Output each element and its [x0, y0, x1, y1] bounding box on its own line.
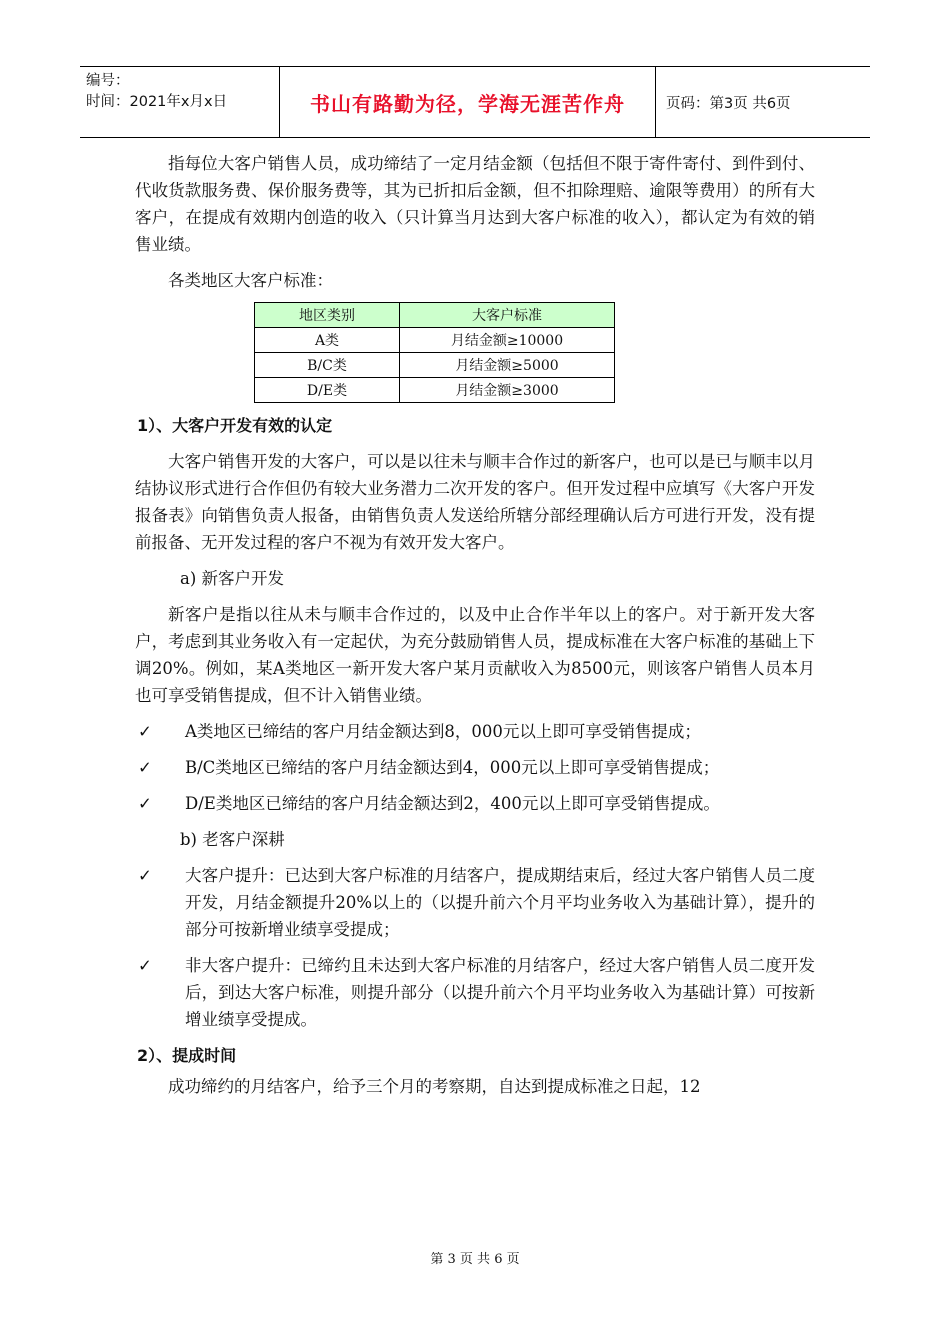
- table-row: [255, 328, 615, 353]
- check-mark-icon: ✓: [138, 866, 152, 885]
- table-cell: D/E类: [255, 378, 400, 403]
- list-item-text: D/E类地区已缔结的客户月结金额达到2，400元以上即可享受销售提成。: [185, 794, 720, 813]
- date-label: 时间：2021年x月x日: [86, 94, 228, 110]
- standards-table: [254, 302, 615, 403]
- table-header-cell: 地区类别: [255, 303, 400, 328]
- code-label: 编号：: [86, 73, 130, 89]
- intro-paragraph: 指每位大客户销售人员，成功缔结了一定月结金额（包括但不限于寄件寄付、到件到付、代收货款服务费、保价服务费等，其为已折扣后金额，但不扣除理赔、逾限等费用）的所有大客户，在提成有效期内创造的收入（只计算当月达到大客户标准的收入），都认定为有效的销售业绩。: [135, 154, 815, 254]
- document-body: [135, 150, 815, 1100]
- table-cell: 月结金额≥5000: [400, 353, 615, 378]
- standards-label: 各类地区大客户标准：: [168, 271, 333, 290]
- section-1-paragraph: 大客户销售开发的大客户，可以是以往未与顺丰合作过的新客户，也可以是已与顺丰以月结协议形式进行合作但仍有较大业务潜力二次开发的客户。但开发过程中应填写《大客户开发报备表》向销售负责人报备，由销售负责人发送给所辖分部经理确认后方可进行开发，没有提前报备、无开发过程的客户不视为有效开发大客户。: [135, 452, 815, 552]
- list-item-text: B/C类地区已缔结的客户月结金额达到4，000元以上即可享受销售提成；: [185, 758, 720, 777]
- header-page-label: 页码：第3页 共6页: [666, 95, 791, 112]
- check-mark-icon: ✓: [138, 758, 152, 777]
- section-2-title: 2）、提成时间: [137, 1046, 237, 1065]
- list-item: [100, 862, 815, 943]
- table-row: [255, 378, 615, 403]
- sub-a-paragraph: 新客户是指以往从未与顺丰合作过的，以及中止合作半年以上的客户。对于新开发大客户，考虑到其业务收入有一定起伏，为充分鼓励销售人员，提成标准在大客户标准的基础上下调20%。例如，某A类地区一新开发大客户某月贡献收入为8500元，则该客户销售人员本月也可享受销售提成，但不计入销售业绩。: [135, 605, 815, 705]
- list-item: [100, 718, 815, 745]
- list-item-text: 非大客户提升：已缔约且未达到大客户标准的月结客户，经过大客户销售人员二度开发后，到达大客户标准，则提升部分（以提升前六个月平均业务收入为基础计算）可按新增业绩享受提成。: [185, 956, 815, 1029]
- sub-heading-b: b) 老客户深耕: [180, 830, 285, 849]
- check-mark-icon: ✓: [138, 794, 152, 813]
- list-item-text: 大客户提升：已达到大客户标准的月结客户，提成期结束后，经过大客户销售人员二度开发，月结金额提升20%以上的（以提升前六个月平均业务收入为基础计算），提升的部分可按新增业绩享受提成；: [185, 866, 815, 939]
- list-item: [100, 790, 815, 817]
- table-cell: B/C类: [255, 353, 400, 378]
- table-header-cell: 大客户标准: [400, 303, 615, 328]
- sub-heading-a: a) 新客户开发: [180, 569, 285, 588]
- list-item-text: A类地区已缔结的客户月结金额达到8，000元以上即可享受销售提成；: [185, 722, 701, 741]
- check-mark-icon: ✓: [138, 722, 152, 741]
- section-2-paragraph: 成功缔约的月结客户，给予三个月的考察期，自达到提成标准之日起，12: [168, 1077, 701, 1096]
- table-cell: 月结金额≥10000: [400, 328, 615, 353]
- table-cell: 月结金额≥3000: [400, 378, 615, 403]
- section-1-title: 1）、大客户开发有效的认定: [137, 416, 333, 435]
- list-item: [100, 952, 815, 1033]
- page-footer: 第 3 页 共 6 页: [430, 1252, 520, 1267]
- check-mark-icon: ✓: [138, 956, 152, 975]
- header-meta: [80, 67, 280, 137]
- table-cell: A类: [255, 328, 400, 353]
- list-item: [100, 754, 815, 781]
- table-row: [255, 353, 615, 378]
- table-header-row: [255, 303, 615, 328]
- header-motto: 书山有路勤为径，学海无涯苦作舟: [280, 67, 656, 137]
- page-header: [80, 66, 870, 138]
